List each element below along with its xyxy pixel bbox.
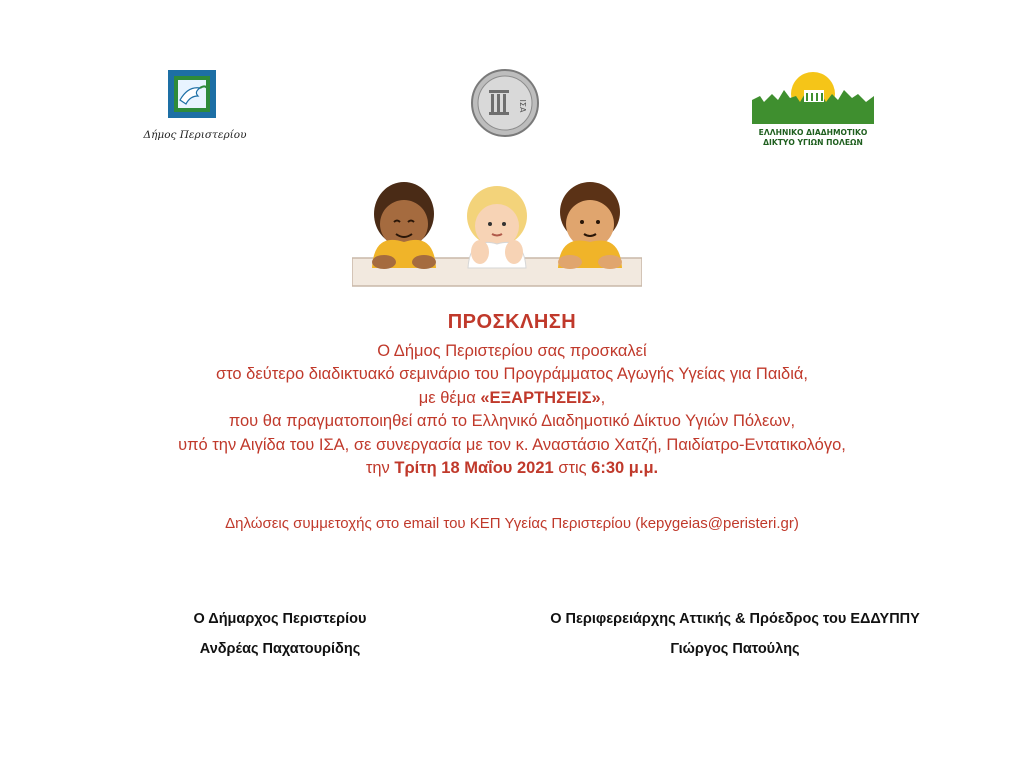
dimos-peristeriou-logo	[140, 66, 250, 150]
invitation-title: ΠΡΟΣΚΛΗΣΗ	[447, 311, 577, 333]
invitation-body	[0, 340, 1024, 480]
body-line-3	[0, 387, 1024, 410]
mayor-role: Ο Δήμαρχος Περιστερίου	[193, 611, 367, 627]
governor-role: Ο Περιφερειάρχης Αττικής & Πρόεδρος του ΕΔΔΥΠΠΥ	[550, 611, 920, 627]
event-time: 6:30 μ.μ.	[591, 459, 659, 478]
body-line-6	[0, 457, 1024, 480]
edd-line1: ΕΛΛΗΝΙΚΟ ΔΙΑΔΗΜΟΤΙΚΟ	[758, 128, 868, 137]
body-line-5: υπό την Αιγίδα του ΙΣΑ, σε συνεργασία με τον κ. Αναστάσιο Χατζή, Παιδίατρο-Εντατικολόγο,	[178, 435, 846, 454]
signature-mayor	[150, 604, 410, 664]
body-line-3-pre: με θέμα	[418, 388, 481, 407]
kids-illustration	[352, 172, 642, 290]
body-line-4: που θα πραγματοποιηθεί από το Ελληνικό Διαδημοτικό Δίκτυο Υγιών Πόλεων,	[228, 412, 796, 431]
body-line-1: Ο Δήμος Περιστερίου σας προσκαλεί	[377, 342, 647, 360]
governor-name: Γιώργος Πατούλης	[670, 641, 800, 657]
edd-line2: ΔΙΚΤΥΟ ΥΓΙΩΝ ΠΟΛΕΩΝ	[763, 138, 863, 147]
body-line-3-post: ,	[600, 388, 606, 407]
seminar-topic: «ΕΞΑΡΤΗΣΕΙΣ»	[480, 388, 601, 407]
body-line-2: στο δεύτερο διαδικτυακό σεμινάριο του Προγράμματος Αγωγής Υγείας για Παιδιά,	[215, 365, 809, 384]
mayor-name: Ανδρέας Παχατουρίδης	[199, 641, 361, 657]
participation-declarations: Δηλώσεις συμμετοχής στο email του ΚΕΠ Υγείας Περιστερίου (kepygeias@peristeri.gr)	[225, 515, 799, 532]
body-line-6-mid: στις	[553, 459, 592, 478]
body-line-6-pre: την	[365, 459, 395, 478]
isa-letters: ΙΣΑ	[518, 99, 527, 113]
dimos-caption: Δήμος Περιστερίου	[143, 129, 247, 141]
event-date: Τρίτη 18 Μαΐου 2021	[394, 459, 554, 478]
isa-coin-logo	[465, 66, 547, 140]
signature-regional-governor	[505, 604, 965, 664]
edd-ygion-poleon-logo	[748, 66, 878, 152]
